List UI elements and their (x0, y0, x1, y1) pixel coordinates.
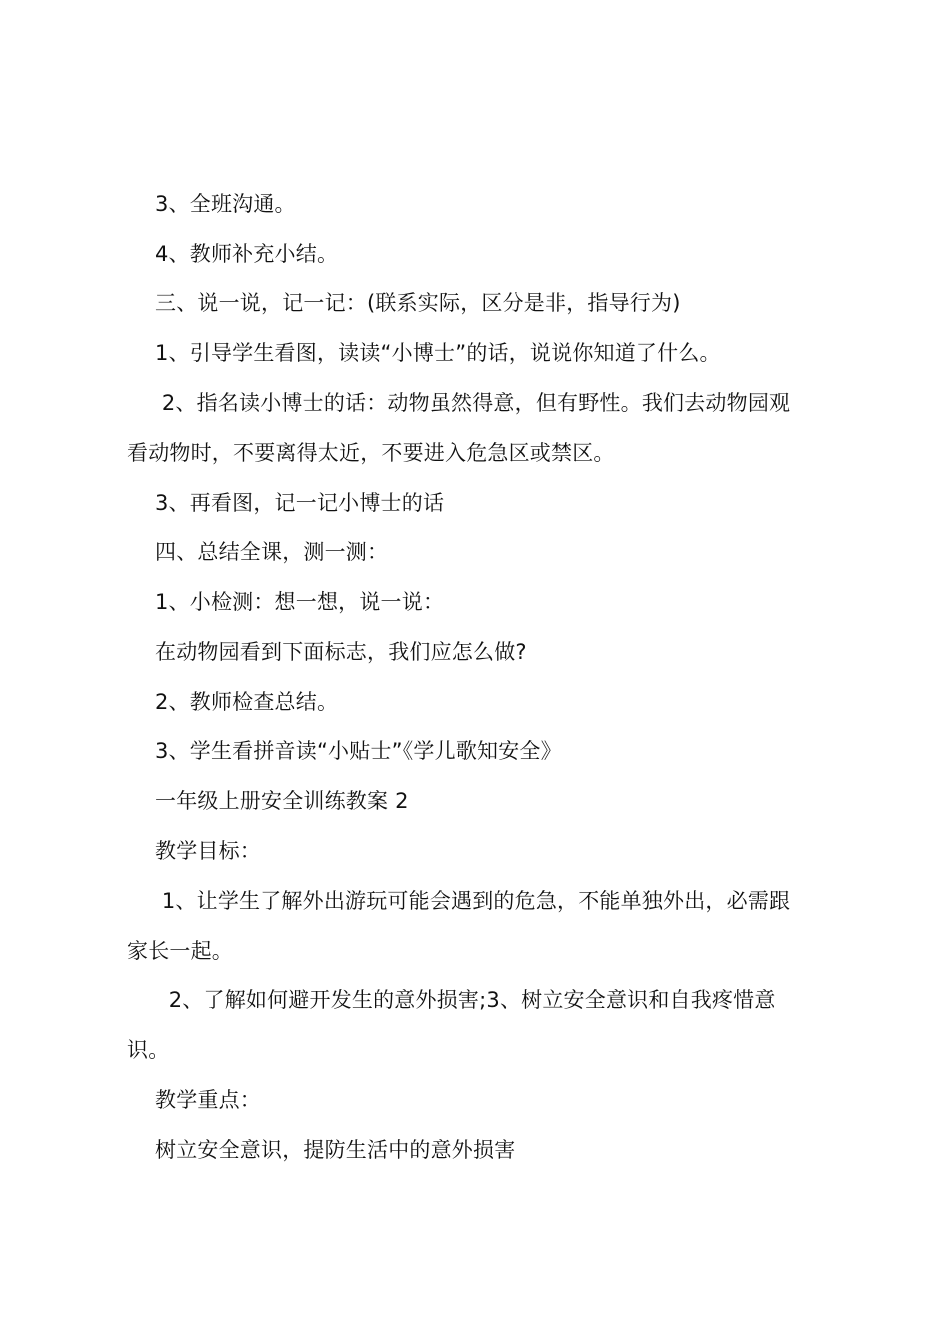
paragraph-line: 3、全班沟通。 (155, 192, 296, 216)
section-heading: 四、总结全课，测一测： (155, 540, 389, 564)
section-heading: 教学目标： (155, 839, 261, 863)
paragraph-line: 2、了解如何避开发生的意外损害;3、树立安全意识和自我疼惜意 (155, 988, 776, 1012)
paragraph-line: 3、再看图，记一记小博士的话 (155, 491, 445, 515)
paragraph-line: 树立安全意识，提防生活中的意外损害 (155, 1138, 516, 1162)
paragraph-line: 1、引导学生看图，读读“小博士”的话，说说你知道了什么。 (155, 341, 721, 365)
paragraph-line: 在动物园看到下面标志，我们应怎么做? (155, 640, 527, 664)
section-heading: 教学重点： (155, 1088, 261, 1112)
paragraph-line: 2、教师检查总结。 (155, 690, 339, 714)
paragraph-line: 1、小检测：想一想，说一说： (155, 590, 445, 614)
document-subtitle: 一年级上册安全训练教案 2 (155, 789, 409, 813)
paragraph-line: 3、学生看拼音读“小贴士”《学儿歌知安全》 (155, 739, 562, 763)
paragraph-line: 4、教师补充小结。 (155, 242, 339, 266)
paragraph-line: 看动物时，不要离得太近，不要进入危急区或禁区。 (127, 441, 615, 465)
paragraph-line: 识。 (127, 1038, 170, 1062)
paragraph-line: 2、指名读小博士的话：动物虽然得意，但有野性。我们去动物园观 (155, 391, 791, 415)
paragraph-line: 家长一起。 (127, 939, 233, 963)
section-heading: 三、说一说，记一记：(联系实际，区分是非，指导行为) (155, 291, 681, 315)
paragraph-line: 1、让学生了解外出游玩可能会遇到的危急，不能单独外出，必需跟 (155, 889, 791, 913)
